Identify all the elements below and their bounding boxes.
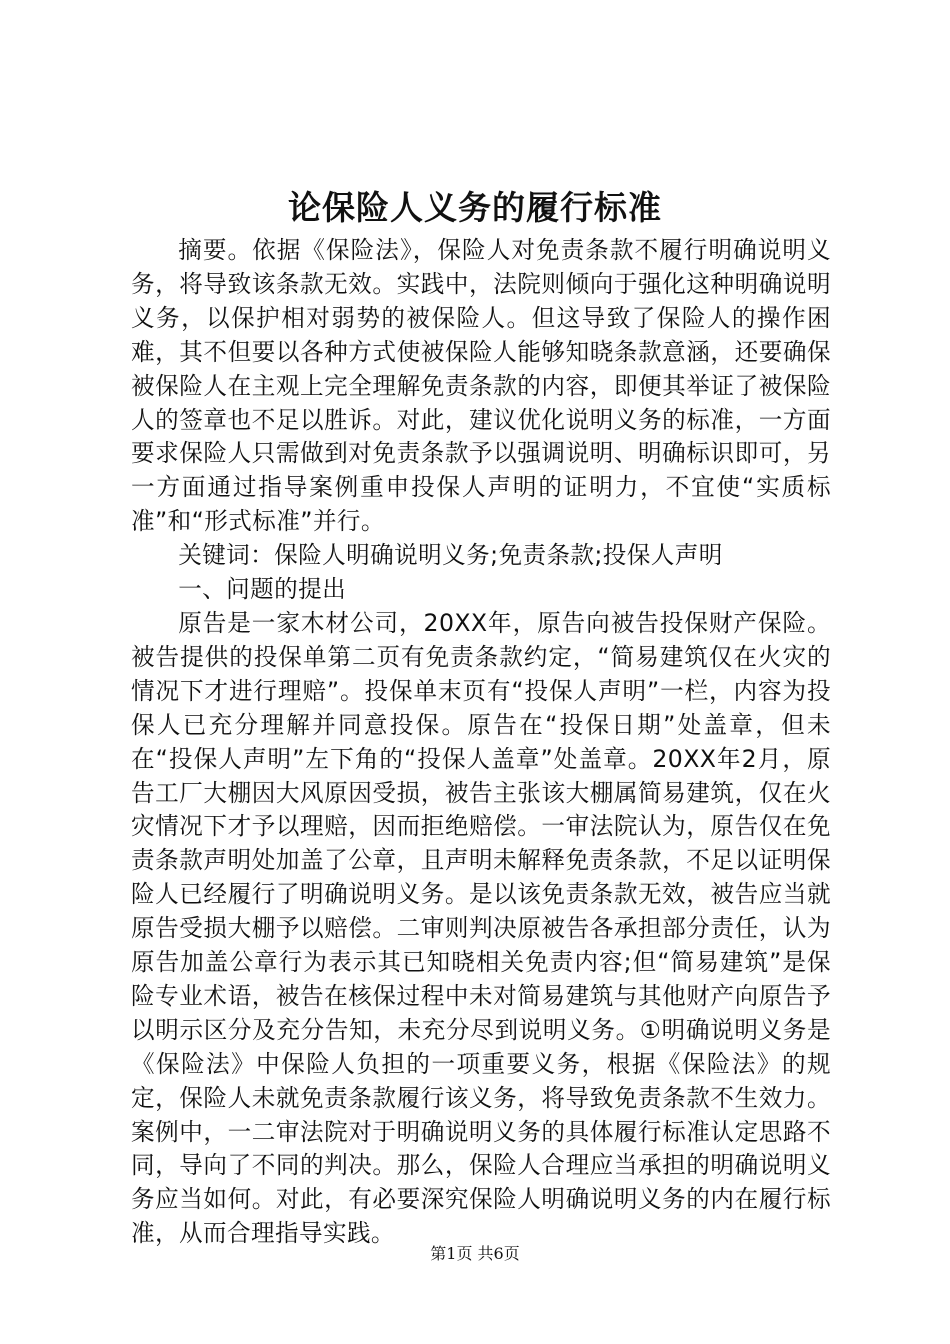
case-paragraph: 原告是一家木材公司，20XX年，原告向被告投保财产保险。被告提供的投保单第二页有免责条款约定，“简易建筑仅在火灾的情况下才进行理赔”。投保单末页有“投保人声明”一栏，内容为投保人已充分理解并同意投保。原告在“投保日期”处盖章，但未在“投保人声明”左下角的“投保人盖章”处盖章。20XX年2月，原告工厂大棚因大风原因受损，被告主张该大棚属简易建筑，仅在火灾情况下才予以理赔，因而拒绝赔偿。一审法院认为，原告仅在免责条款声明处加盖了公章，且声明未解释免责条款，不足以证明保险人已经履行了明确说明义务。是以该免责条款无效，被告应当就原告受损大棚予以赔偿。二审则判决原被告各承担部分责任，认为原告加盖公章行为表示其已知晓相关免责内容;但“简易建筑”是保险专业术语，被告在核保过程中未对简易建筑与其他财产向原告予以明示区分及充分告知，未充分尽到说明义务。①明确说明义务是《保险法》中保险人负担的一项重要义务，根据《保险法》的规定，保险人未就免责条款履行该义务，将导致免责条款不生效力。案例中，一二审法院对于明确说明义务的具体履行标准认定思路不同，导向了不同的判决。那么，保险人合理应当承担的明确说明义务应当如何。对此，有必要深究保险人明确说明义务的内在履行标准，从而合理指导实践。	[131, 608, 831, 1248]
abstract-paragraph: 摘要。依据《保险法》，保险人对免责条款不履行明确说明义务，将导致该条款无效。实践中，法院则倾向于强化这种明确说明义务，以保护相对弱势的被保险人。但这导致了保险人的操作困难，其不但要以各种方式使被保险人能够知晓条款意涵，还要确保被保险人在主观上完全理解免责条款的内容，即便其举证了被保险人的签章也不足以胜诉。对此，建议优化说明义务的标准，一方面要求保险人只需做到对免责条款予以强调说明、明确标识即可，另一方面通过指导案例重申投保人声明的证明力，不宜使“实质标准”和“形式标准”并行。	[131, 236, 831, 536]
document-body	[131, 234, 831, 1251]
document-title: 论保险人义务的履行标准	[288, 188, 662, 227]
page-footer: 第1页 共6页	[430, 1244, 520, 1263]
keywords-paragraph: 关键词：保险人明确说明义务;免责条款;投保人声明	[178, 541, 723, 570]
section-heading: 一、问题的提出	[178, 575, 347, 604]
